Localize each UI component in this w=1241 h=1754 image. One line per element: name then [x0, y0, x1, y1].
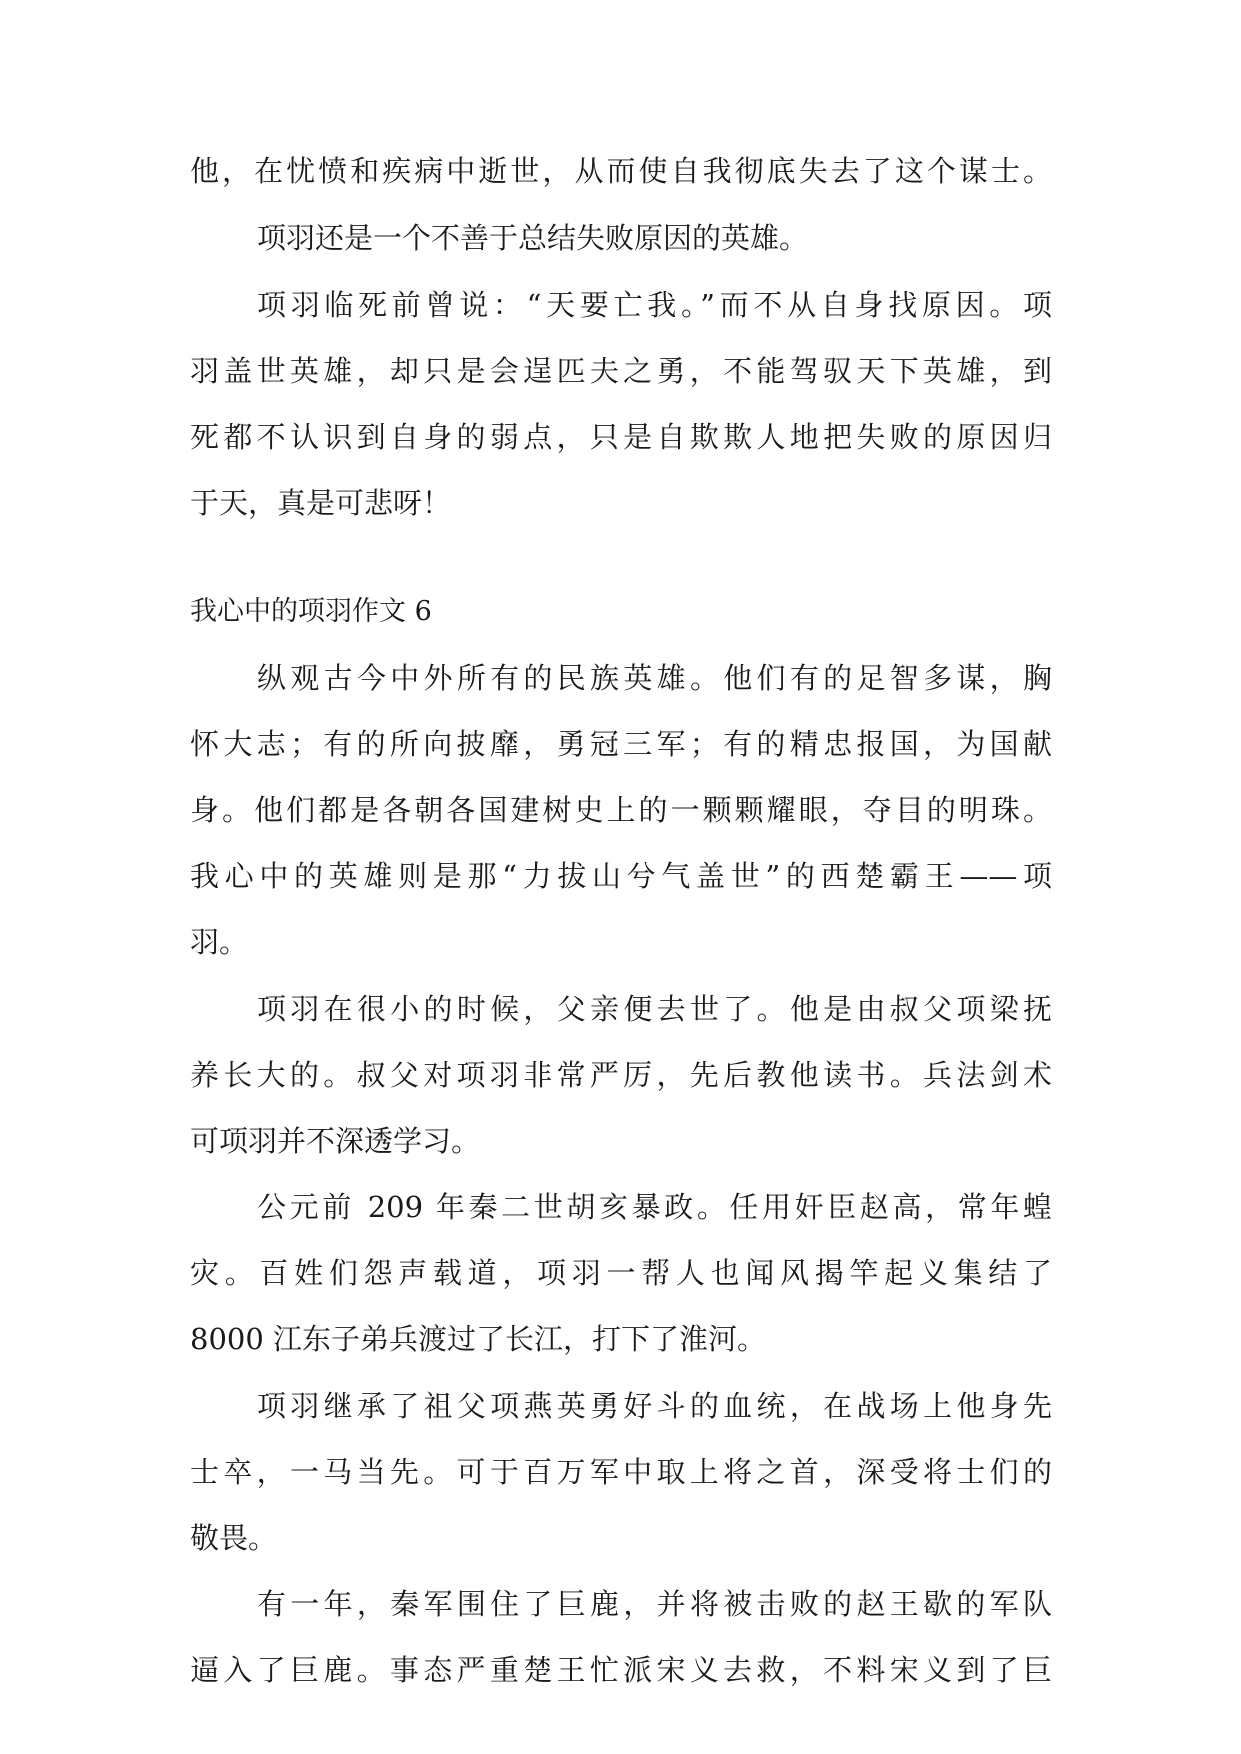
paragraph-line: 羽盖世英雄，却只是会逞匹夫之勇，不能驾驭天下英雄，到	[190, 354, 1052, 388]
paragraph-line: 项羽还是一个不善于总结失败原因的英雄。	[257, 221, 809, 255]
paragraph-line: 公元前 209 年秦二世胡亥暴政。任用奸臣赵高，常年蝗	[257, 1190, 1052, 1224]
section-title: 我心中的项羽作文 6	[190, 596, 432, 627]
paragraph-line: 有一年，秦军围住了巨鹿，并将被击败的赵王歇的军队	[257, 1587, 1052, 1621]
paragraph-line: 逼入了巨鹿。事态严重楚王忙派宋义去救，不料宋义到了巨	[190, 1653, 1052, 1687]
paragraph-line: 8000 江东子弟兵渡过了长江，打下了淮河。	[190, 1322, 767, 1356]
paragraph-line: 项羽在很小的时候，父亲便去世了。他是由叔父项梁抚	[257, 992, 1052, 1026]
paragraph-line: 纵观古今中外所有的民族英雄。他们有的足智多谋，胸	[257, 661, 1052, 695]
paragraph-line: 可项羽并不深透学习。	[190, 1124, 481, 1158]
paragraph-line: 士卒，一马当先。可于百万军中取上将之首，深受将士们的	[190, 1455, 1052, 1489]
paragraph-line: 他，在忧愤和疾病中逝世，从而使自我彻底失去了这个谋士。	[190, 154, 1052, 188]
paragraph-line: 养长大的。叔父对项羽非常严厉，先后教他读书。兵法剑术	[190, 1058, 1052, 1092]
paragraph-line: 敬畏。	[190, 1521, 278, 1555]
paragraph-line: 我心中的英雄则是那“力拔山兮气盖世”的西楚霸王——项	[190, 859, 1052, 893]
paragraph-line: 死都不认识到自身的弱点，只是自欺欺人地把失败的原因归	[190, 420, 1052, 454]
paragraph-line: 怀大志；有的所向披靡，勇冠三军；有的精忠报国，为国献	[190, 727, 1052, 761]
paragraph-line: 项羽继承了祖父项燕英勇好斗的血统，在战场上他身先	[257, 1389, 1052, 1423]
paragraph-line: 羽。	[190, 925, 249, 959]
paragraph-line: 灾。百姓们怨声载道，项羽一帮人也闻风揭竿起义集结了	[190, 1256, 1052, 1290]
paragraph-line: 身。他们都是各朝各国建树史上的一颗颗耀眼，夺目的明珠。	[190, 793, 1052, 827]
paragraph-line: 项羽临死前曾说：“天要亡我。”而不从自身找原因。项	[257, 288, 1052, 322]
paragraph-line: 于天，真是可悲呀！	[190, 486, 452, 520]
